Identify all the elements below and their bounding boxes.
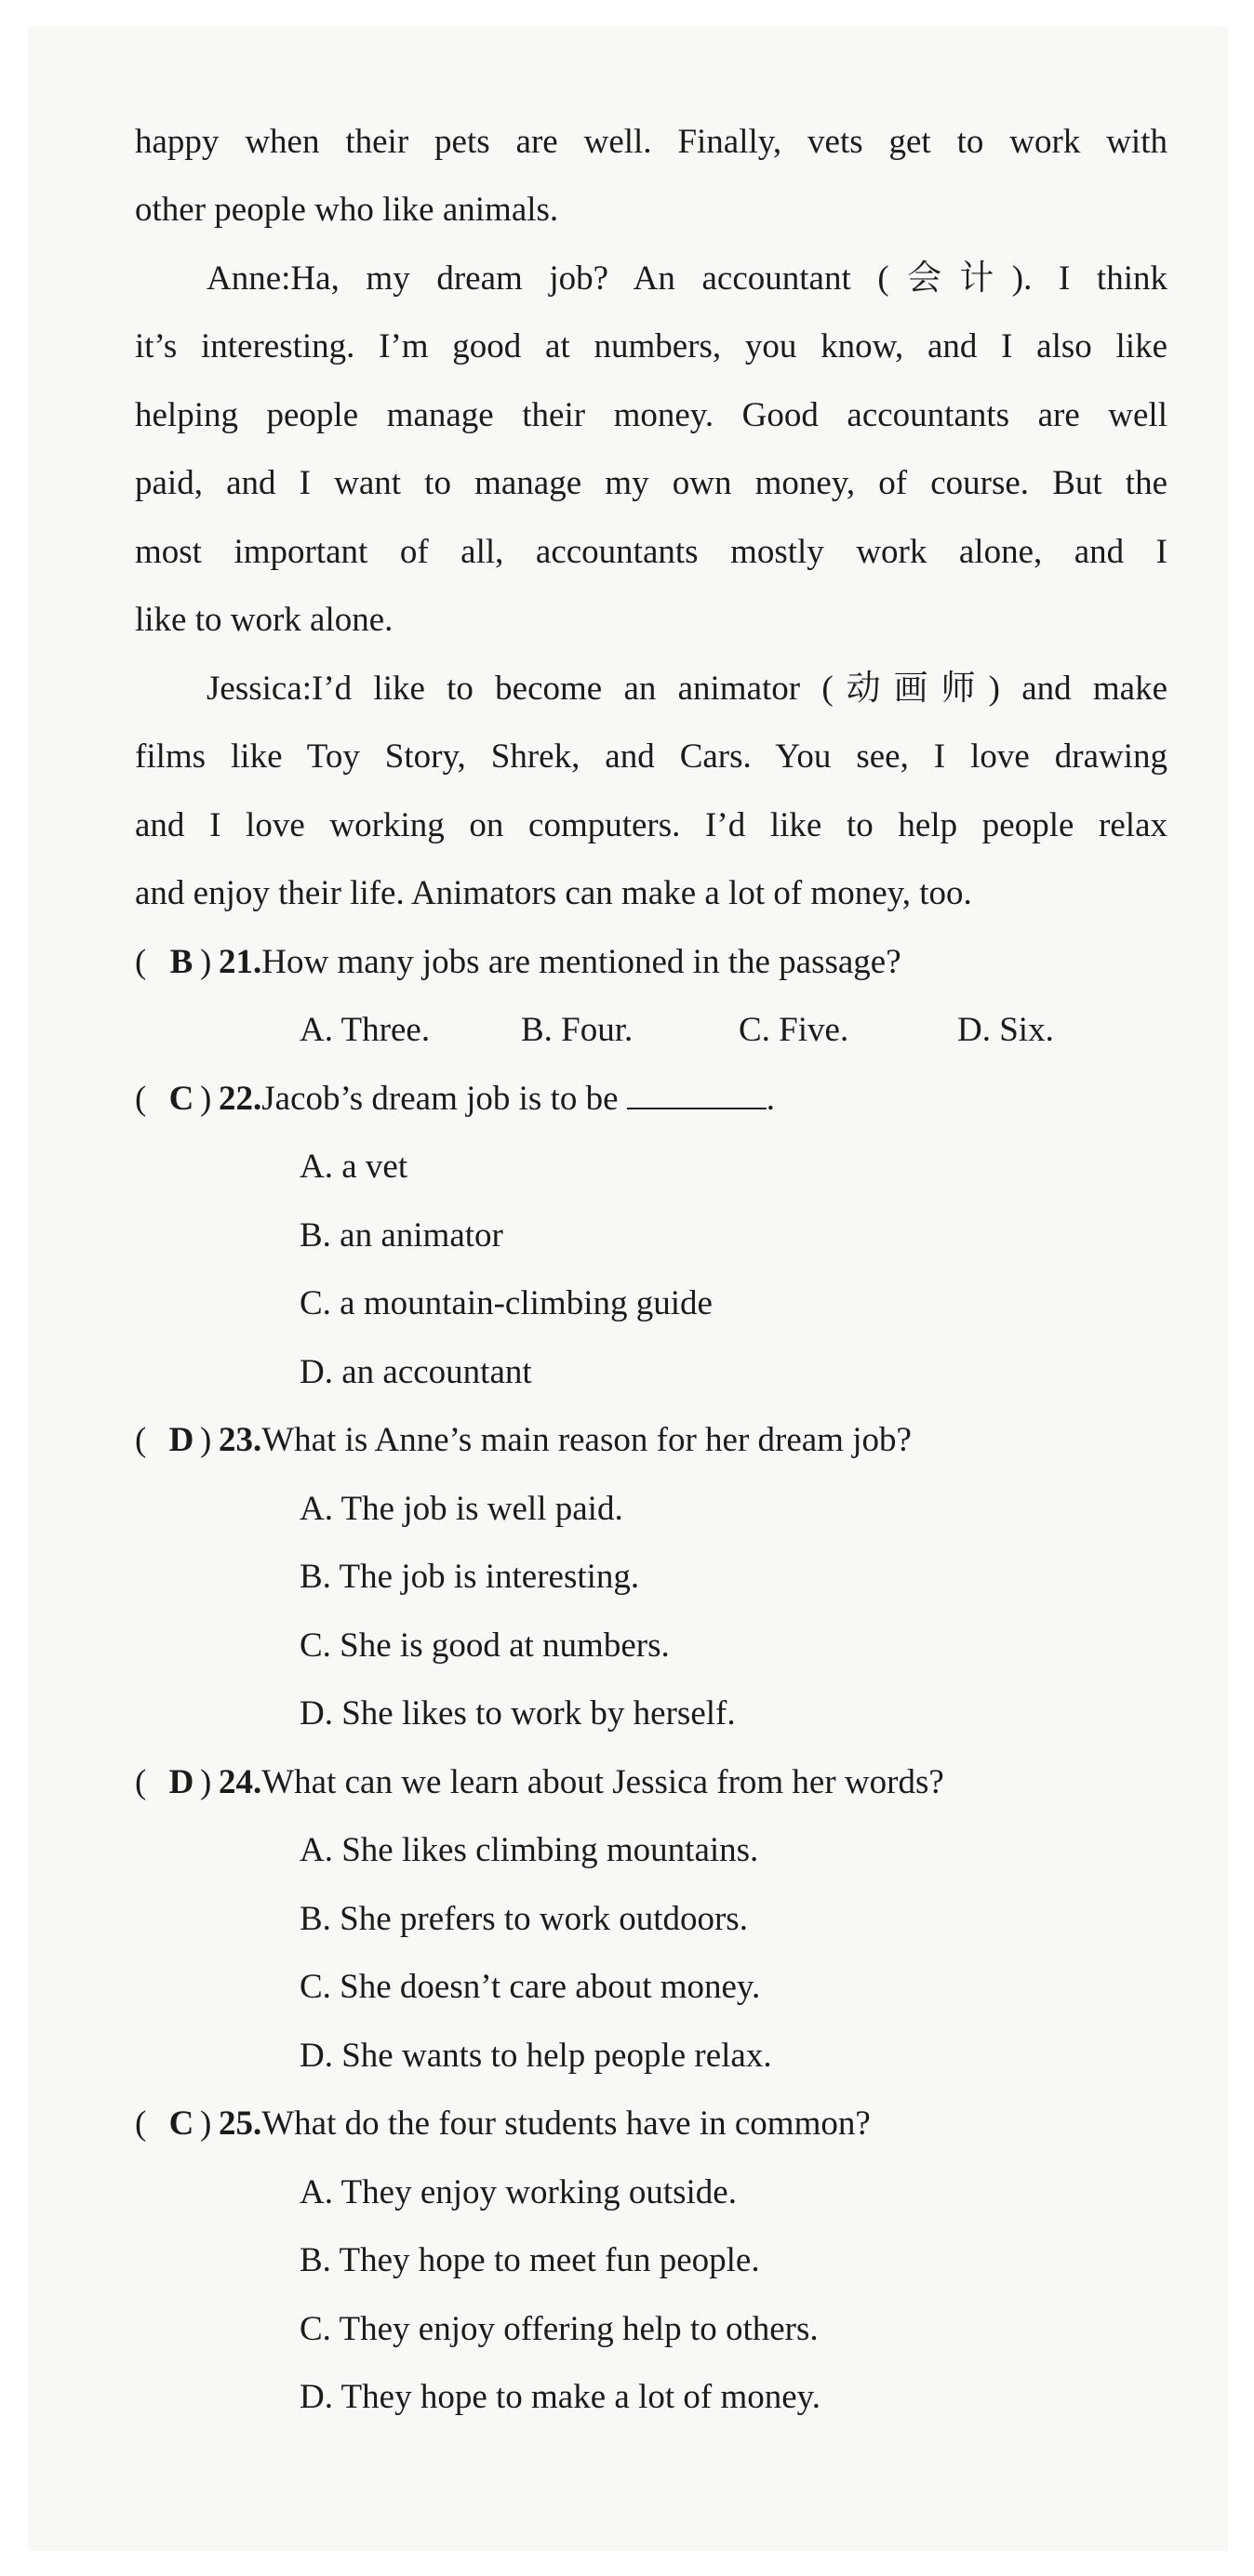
open-paren: ( (135, 1421, 147, 1459)
question-number: 23. (219, 1421, 262, 1459)
close-paren: ) (200, 2105, 212, 2143)
option-a: A. a vet (300, 1148, 408, 1186)
question-23 (135, 1406, 912, 1475)
option-b: B. The job is interesting. (300, 1558, 640, 1596)
passage-line: it’s interesting. I’m good at numbers, you know, and I also like (135, 327, 1167, 365)
passage-line: helping people manage their money. Good accountants are well (135, 396, 1167, 434)
option-d: D. She wants to help people relax. (300, 2037, 772, 2075)
close-paren: ) (200, 943, 212, 981)
answer-mark: D (168, 1421, 194, 1459)
option-b: B. She prefers to work outdoors. (300, 1900, 748, 1938)
option-c: C. a mountain-climbing guide (300, 1284, 713, 1322)
option-a: A. They enjoy working outside. (300, 2173, 737, 2211)
answer-mark: C (168, 1080, 194, 1118)
option-c: C. She is good at numbers. (300, 1627, 670, 1665)
answer-mark: D (168, 1763, 194, 1801)
passage-line: films like Toy Story, Shrek, and Cars. You see, I love drawing (135, 737, 1167, 776)
option-a: A. The job is well paid. (300, 1490, 623, 1528)
option-d: D. Six. (957, 1011, 1054, 1049)
close-paren: ) (200, 1080, 212, 1118)
option-b: B. They hope to meet fun people. (300, 2241, 760, 2279)
question-text: What is Anne’s main reason for her dream job? (261, 1421, 912, 1459)
passage-line: paid, and I want to manage my own money, of course. But the (135, 464, 1167, 502)
question-text: What can we learn about Jessica from her words? (261, 1763, 944, 1801)
passage-line: happy when their pets are well. Finally, vets get to work with (135, 123, 1167, 161)
passage-line: and enjoy their life. Animators can make a lot of money, too. (135, 874, 972, 912)
question-text: What do the four students have in common? (261, 2105, 871, 2143)
question-text: How many jobs are mentioned in the passage? (261, 943, 901, 981)
close-paren: ) (200, 1421, 212, 1459)
question-text: Jacob’s dream job is to be (261, 1080, 619, 1118)
question-number: 22. (219, 1080, 262, 1118)
option-c: C. She doesn’t care about money. (300, 1968, 761, 2006)
open-paren: ( (135, 1763, 147, 1801)
question-21 (135, 928, 901, 997)
open-paren: ( (135, 1080, 147, 1118)
passage-line: other people who like animals. (135, 191, 559, 229)
option-b: B. an animator (300, 1216, 503, 1255)
passage-line: most important of all, accountants mostly work alone, and I (135, 533, 1167, 571)
option-a: A. Three. (300, 1011, 431, 1049)
option-c: C. They enjoy offering help to others. (300, 2310, 819, 2348)
open-paren: ( (135, 943, 147, 981)
option-a: A. She likes climbing mountains. (300, 1831, 759, 1869)
option-b: B. Four. (521, 1011, 634, 1049)
option-d: D. She likes to work by herself. (300, 1694, 736, 1733)
question-number: 25. (219, 2105, 262, 2143)
question-24 (135, 1748, 944, 1817)
passage-line: Jessica:I’d like to become an animator (动画师) and make (207, 670, 1167, 708)
question-22 (135, 1065, 775, 1134)
answer-mark: C (168, 2105, 194, 2143)
question-25 (135, 2090, 871, 2158)
option-d: D. an accountant (300, 1353, 532, 1391)
passage-line: Anne:Ha, my dream job? An accountant (会计). I think (207, 259, 1167, 298)
question-number: 21. (219, 943, 262, 981)
answer-mark: B (169, 943, 193, 981)
question-text-end: . (766, 1080, 776, 1118)
passage-line: like to work alone. (135, 601, 394, 639)
option-c: C. Five. (739, 1011, 849, 1049)
answer-blank (627, 1082, 767, 1109)
open-paren: ( (135, 2105, 147, 2143)
close-paren: ) (200, 1763, 212, 1801)
passage-line: and I love working on computers. I’d like to help people relax (135, 806, 1167, 844)
option-d: D. They hope to make a lot of money. (300, 2378, 821, 2416)
question-number: 24. (219, 1763, 262, 1801)
